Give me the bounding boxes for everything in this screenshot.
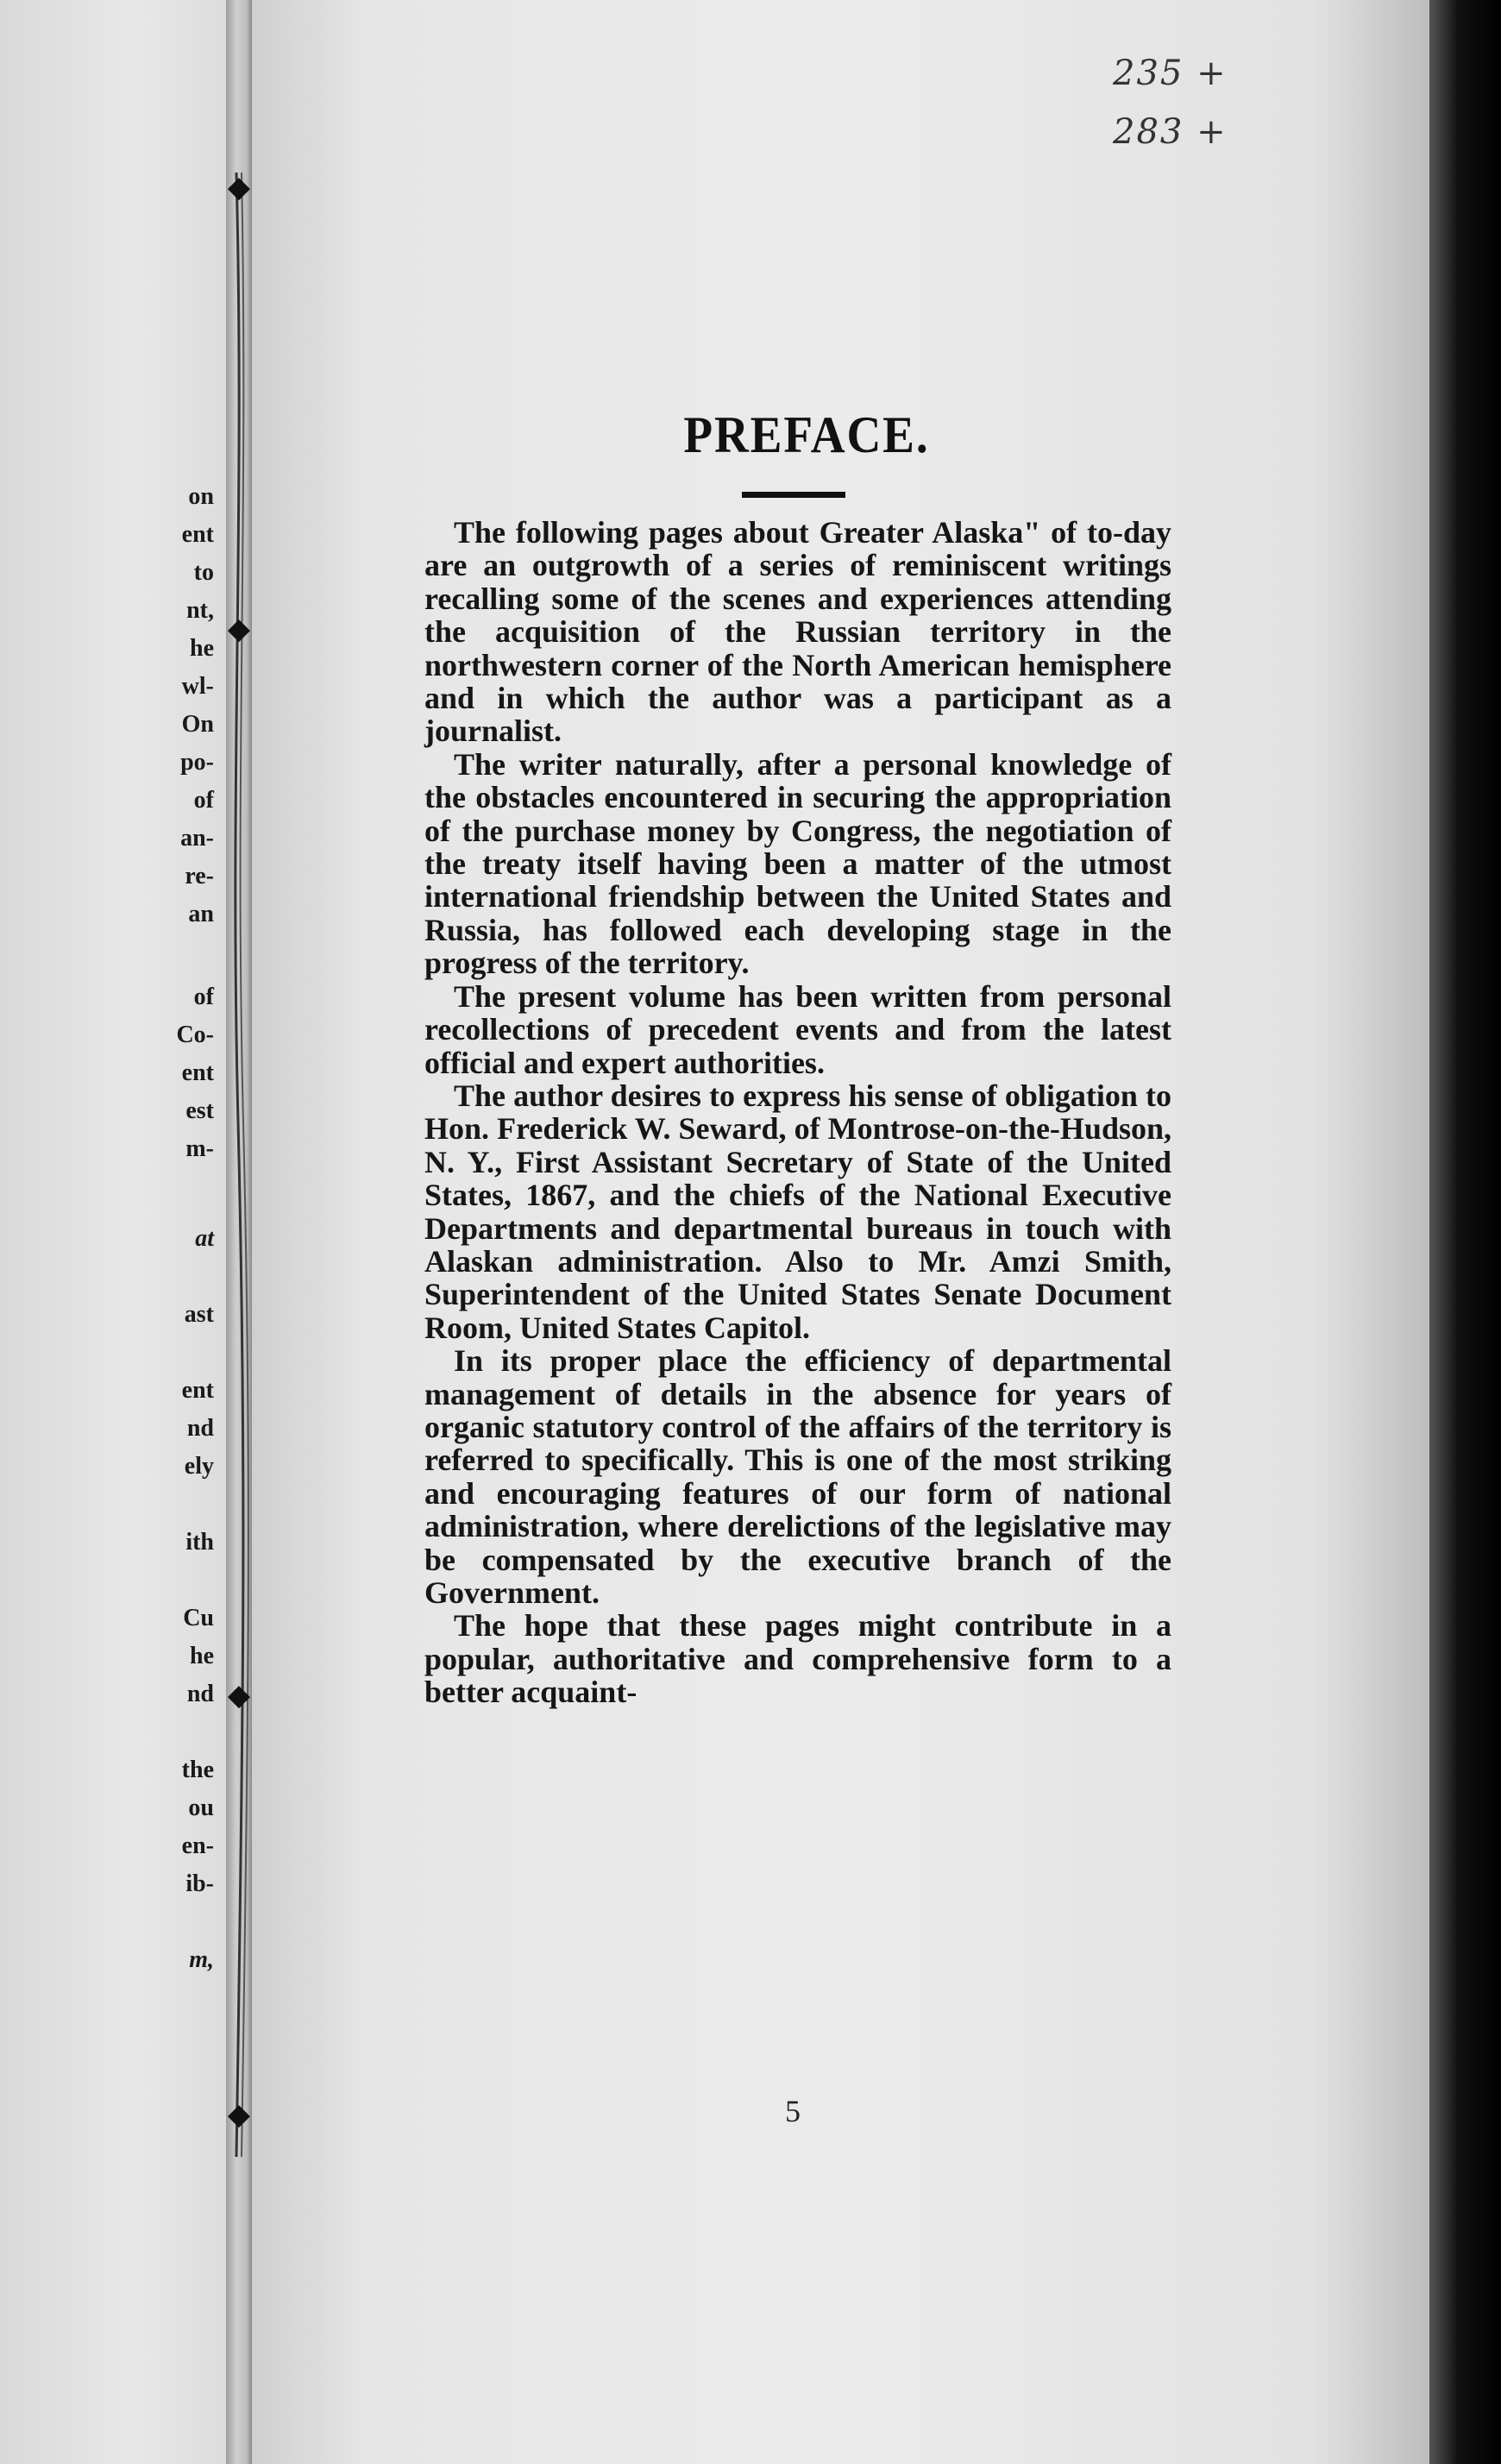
page-number: 5 <box>785 2094 801 2128</box>
paragraph: The present volume has been written from personal recollections of precedent events and from the latest official and expert authorities. <box>424 978 1171 1080</box>
handwritten-note: 283 + <box>1113 112 1228 152</box>
page-edge <box>1429 0 1501 2464</box>
left-fragment: po- <box>180 749 214 776</box>
binding-stitch-icon: ◆ <box>227 612 251 646</box>
left-fragment: m- <box>185 1135 214 1162</box>
left-fragment: ith <box>185 1529 214 1556</box>
binding-thread <box>226 0 252 2464</box>
left-fragment: m, <box>189 1946 214 1973</box>
paragraph: The writer naturally, after a personal knowledge of the obstacles encountered in securing the appropriation of the purchase money by Congress, the negotiation of the treaty itself having been a matter of the utmost international friendship between the United States and Russia, has followed each developing stage in the progress of the territory. <box>424 746 1171 981</box>
left-fragment: ent <box>181 1059 214 1086</box>
left-fragment: to <box>193 559 214 586</box>
preface-body <box>424 516 1171 1709</box>
left-fragment: of <box>193 984 214 1010</box>
left-fragment: en- <box>181 1832 214 1859</box>
paragraph: The following pages about Greater Alaska" of to-day are an outgrowth of a series of reminiscent writings recalling some of the scenes and experiences attending the acquisition of the Russian territory in the northwestern corner of the North American hemisphere and in which the author was a participant as a journalist. <box>424 515 1171 749</box>
page-title: PREFACE. <box>683 406 930 463</box>
left-fragment: on <box>188 483 214 510</box>
left-fragment: nd <box>186 1415 214 1442</box>
binding-stitch-icon: ◆ <box>227 1678 251 1713</box>
left-fragment: nt, <box>186 597 214 624</box>
binding-stitch-icon: ◆ <box>227 2097 251 2132</box>
left-fragment: ast <box>184 1301 214 1328</box>
left-fragment: ib- <box>185 1870 214 1897</box>
left-fragment: an- <box>180 825 214 852</box>
left-fragment: Co- <box>176 1021 214 1048</box>
left-fragment: re- <box>185 863 214 889</box>
left-page <box>0 0 226 2464</box>
left-fragment: ou <box>188 1795 214 1821</box>
left-fragment: Cu <box>183 1605 214 1631</box>
left-fragment: nd <box>186 1681 214 1707</box>
left-fragment: an <box>188 901 214 927</box>
left-fragment: the <box>181 1757 214 1783</box>
paragraph: The author desires to express his sense of obligation to Hon. Frederick W. Seward, of Montrose-on-the-Hudson, N. Y., First Assistant Secretary of State of the United States, 1867, and the chiefs of the National Executive Departments and departmental bureaus in touch with Alaskan administration. Also to Mr. Amzi Smith, Superintendent of the United States Senate Document Room, United States Capitol. <box>424 1078 1171 1345</box>
left-fragment: est <box>185 1097 214 1124</box>
paragraph: The hope that these pages might contribute in a popular, authoritative and comprehensive form to a better acquaint- <box>424 1608 1171 1710</box>
left-fragment: he <box>190 635 214 662</box>
left-fragment: ely <box>184 1453 214 1480</box>
binding-stitch-icon: ◆ <box>227 170 251 204</box>
left-fragment: at <box>195 1225 214 1252</box>
left-fragment: On <box>181 711 214 738</box>
paragraph: In its proper place the efficiency of departmental management of details in the absence for years of organic statutory control of the affairs of the territory is referred to specifically. This is one of the most striking and encouraging features of our form of national administration, where derelictions of the legislative may be compensated by the executive branch of the Government. <box>424 1343 1171 1610</box>
title-rule <box>742 492 845 498</box>
left-fragment: he <box>190 1643 214 1669</box>
left-fragment: ent <box>181 1377 214 1404</box>
book-gutter <box>226 0 252 2464</box>
left-fragment: ent <box>181 521 214 548</box>
left-fragment: of <box>193 787 214 814</box>
left-fragment: wl- <box>181 673 214 700</box>
handwritten-note: 235 + <box>1113 53 1228 93</box>
